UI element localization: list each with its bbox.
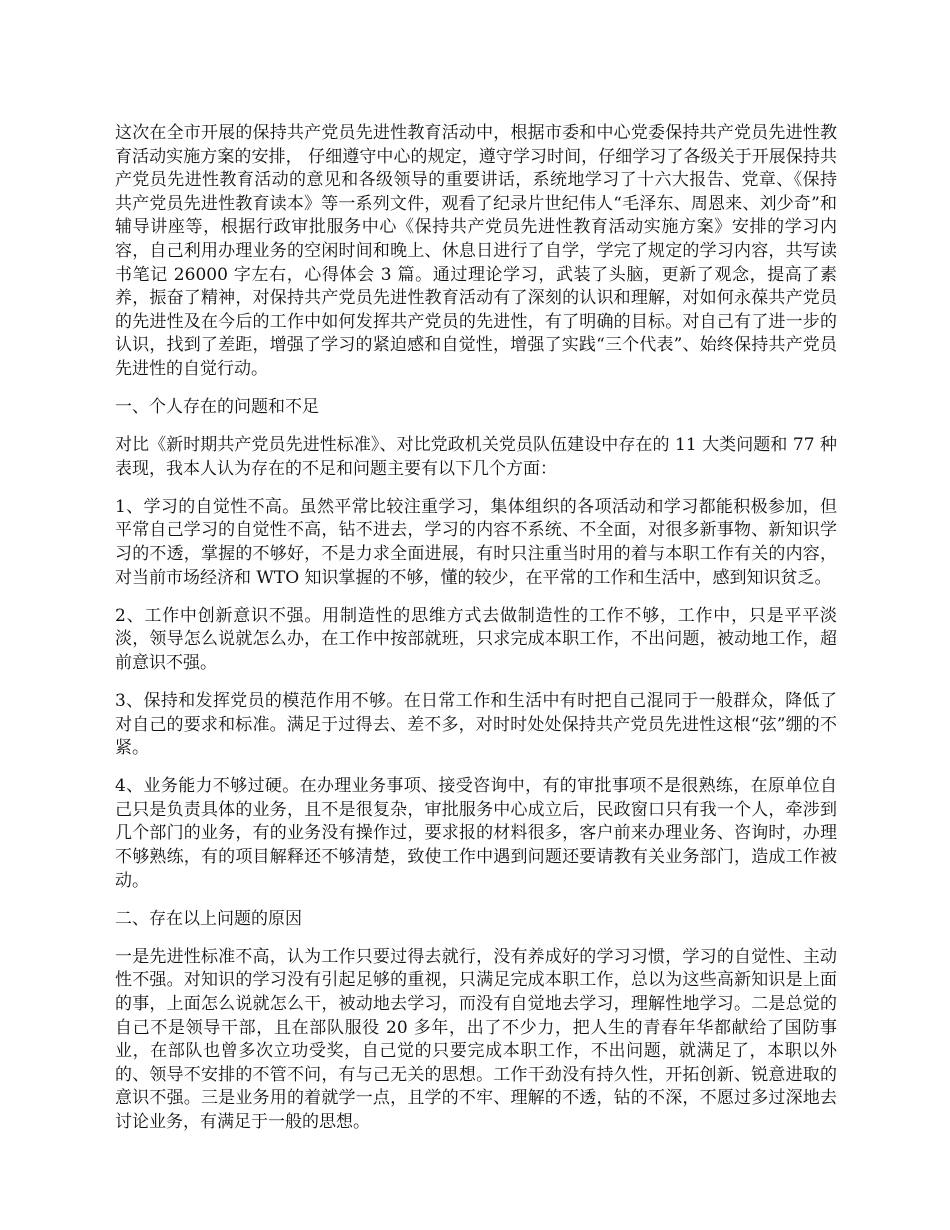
comparison-paragraph: 对比《新时期共产党员先进性标准》、对比党政机关党员队伍建设中存在的 11 大类问题和 77 种表现，我本人认为存在的不足和问题主要有以下几个方面： (115, 435, 837, 479)
problem-item-1: 1、学习的自觉性不高。虽然平常比较注重学习，集体组织的各项活动和学习都能积极参加，但平常自己学习的自觉性不高，钻不进去，学习的内容不系统、不全面，对很多新事物、新知识学习的不透，掌握的不够好，不是力求全面进展，有时只注重当时用的着与本职工作有关的内容，对当前市场经济和 WTO 知识掌握的不够，懂的较少，在平常的工作和生活中，感到知识贫乏。 (115, 496, 837, 588)
problem-item-3: 3、保持和发挥党员的模范作用不够。在日常工作和生活中有时把自己混同于一般群众，降低了对自己的要求和标准。满足于过得去、差不多，对时时处处保持共产党员先进性这根“弦”绷的不紧。 (115, 690, 837, 759)
document-body (115, 122, 837, 1149)
problem-item-2: 2、工作中创新意识不强。用制造性的思维方式去做制造性的工作不够，工作中，只是平平淡淡，领导怎么说就怎么办，在工作中按部就班，只求完成本职工作，不出问题，被动地工作，超前意识不强。 (115, 605, 837, 673)
causes-paragraph: 一是先进性标准不高，认为工作只要过得去就行，没有养成好的学习习惯，学习的自觉性、主动性不强。对知识的学习没有引起足够的重视，只满足完成本职工作，总以为这些高新知识是上面的事，上面怎么说就怎么干，被动地去学习，而没有自觉地去学习，理解性地学习。二是总觉的自己不是领导干部，且在部队服役 20 多年，出了不少力，把人生的青春年华都献给了国防事业，在部队也曾多次立功受奖，自己觉的只要完成本职工作，不出问题，就满足了，本职以外的、领导不安排的不管不问，有与己无关的思想。工作干劲没有持久性，开拓创新、锐意进取的意识不强。三是业务用的着就学一点，且学的不牢、理解的不透，钻的不深，不愿过多过深地去讨论业务，有满足于一般的思想。 (115, 946, 837, 1132)
intro-paragraph: 这次在全市开展的保持共产党员先进性教育活动中，根据市委和中心党委保持共产党员先进性教育活动实施方案的安排， 仔细遵守中心的规定，遵守学习时间，仔细学习了各级关于开展保持共产党员先进性教育活动的意见和各级领导的重要讲话，系统地学习了十六大报告、党章、《保持共产党员先进性教育读本》等一系列文件，观看了纪录片世纪伟人“毛泽东、周恩来、刘少奇”和辅导讲座等，根据行政审批服务中心《保持共产党员先进性教育活动实施方案》安排的学习内容，自己利用办理业务的空闲时间和晚上、休息日进行了自学，学完了规定的学习内容，共写读书笔记 26000 字左右，心得体会 3 篇。通过理论学习，武装了头脑，更新了观念，提高了素养，振奋了精神，对保持共产党员先进性教育活动有了深刻的认识和理解，对如何永葆共产党员的先进性及在今后的工作中如何发挥共产党员的先进性，有了明确的目标。对自己有了进一步的认识，找到了差距，增强了学习的紧迫感和自觉性，增强了实践“三个代表”、始终保持共产党员先进性的自觉行动。 (115, 123, 837, 379)
section-heading-problems: 一、个人存在的问题和不足 (115, 397, 319, 418)
problem-item-4: 4、业务能力不够过硬。在办理业务事项、接受咨询中，有的审批事项不是很熟练，在原单位自己只是负责具体的业务，且不是很复杂，审批服务中心成立后，民政窗口只有我一个人，牵涉到几个部门的业务，有的业务没有操作过，要求报的材料很多，客户前来办理业务、咨询时，办理不够熟练，有的项目解释还不够清楚，致使工作中遇到问题还要请教有关业务部门，造成工作被动。 (115, 776, 837, 891)
section-heading-causes: 二、存在以上问题的原因 (115, 908, 302, 929)
